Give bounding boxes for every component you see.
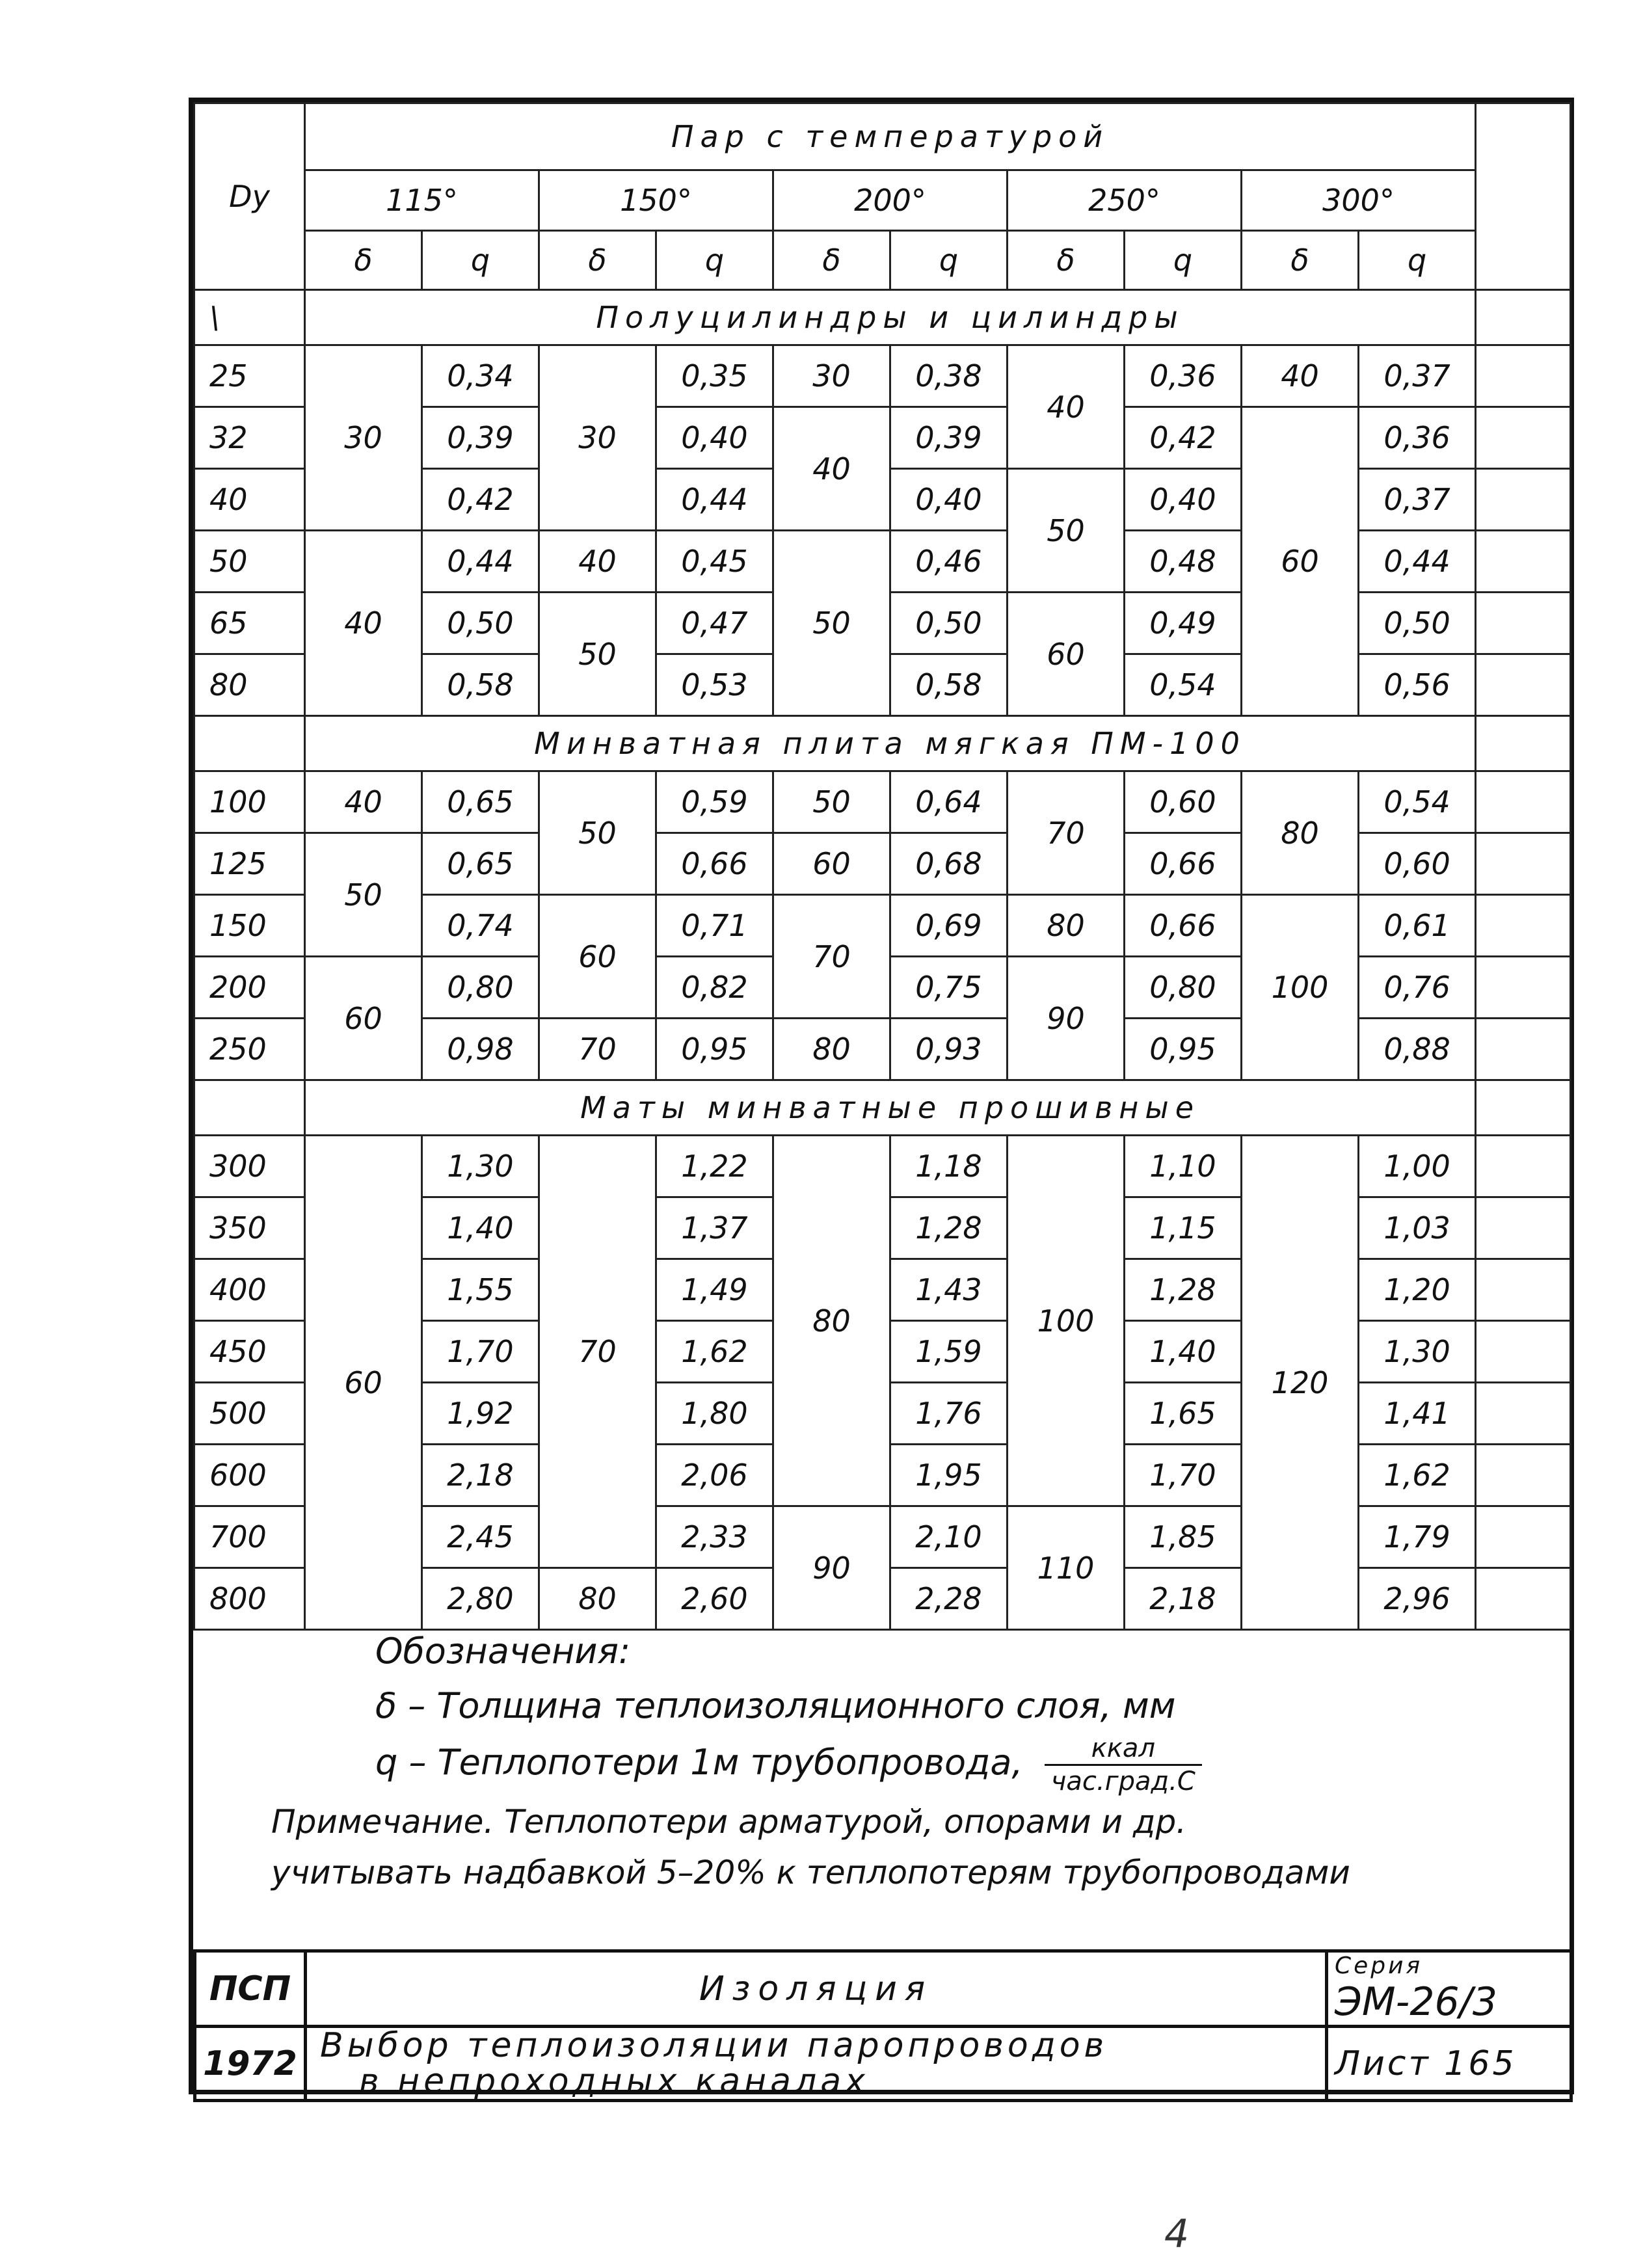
col-q: q (890, 231, 1008, 290)
table-row (194, 531, 1571, 593)
delta-cell: 40 (305, 531, 422, 716)
margin-cell (1476, 345, 1571, 407)
q-cell: 1,92 (422, 1383, 539, 1445)
col-delta: δ (1008, 231, 1125, 290)
drawing-sheet (189, 98, 1574, 2101)
dy-cell: 40 (194, 469, 305, 531)
q-cell: 1,20 (1359, 1259, 1476, 1321)
q-cell: 0,74 (422, 895, 539, 957)
dy-cell: 800 (194, 1568, 305, 1630)
delta-cell: 60 (1242, 407, 1359, 716)
q-cell: 1,55 (422, 1259, 539, 1321)
q-cell: 0,36 (1125, 345, 1242, 407)
q-cell: 1,40 (422, 1197, 539, 1259)
q-cell: 0,35 (656, 345, 773, 407)
q-cell: 0,38 (890, 345, 1008, 407)
q-cell: 0,80 (1125, 957, 1242, 1019)
delta-cell: 100 (1008, 1136, 1125, 1506)
page-mark: 4 (1164, 2211, 1190, 2257)
notes-heading: Обозначения: (375, 1631, 631, 1672)
q-cell: 2,80 (422, 1568, 539, 1630)
q-definition-line (245, 1733, 1570, 1797)
delta-cell: 60 (1008, 593, 1125, 716)
margin-cell (1476, 593, 1571, 654)
q-cell: 0,49 (1125, 593, 1242, 654)
delta-cell: 70 (539, 1019, 656, 1080)
series-cell (1327, 1951, 1571, 2027)
section-marker-empty (194, 1080, 305, 1136)
q-cell: 1,03 (1359, 1197, 1476, 1259)
margin-cell (1476, 833, 1571, 895)
org-code: ПСП (195, 1951, 306, 2027)
margin-col-header (1476, 103, 1571, 290)
q-cell: 1,22 (656, 1136, 773, 1197)
q-cell: 0,98 (422, 1019, 539, 1080)
dy-cell: 450 (194, 1321, 305, 1383)
description-line-1: Выбор теплоизоляции паропроводов (320, 2026, 1108, 2065)
delta-cell: 50 (539, 593, 656, 716)
margin-cell (1476, 1136, 1571, 1197)
table-title: Пар с температурой (305, 103, 1476, 170)
delta-cell: 50 (773, 771, 890, 833)
dy-cell: 400 (194, 1259, 305, 1321)
delta-cell: 60 (305, 1136, 422, 1630)
q-cell: 0,66 (1125, 833, 1242, 895)
q-cell: 0,66 (656, 833, 773, 895)
q-cell: 0,69 (890, 895, 1008, 957)
margin-cell (1476, 1080, 1571, 1136)
q-cell: 0,54 (1125, 654, 1242, 716)
delta-cell: 40 (305, 771, 422, 833)
margin-cell (1476, 1445, 1571, 1506)
margin-cell (1476, 957, 1571, 1019)
q-cell: 0,39 (422, 407, 539, 469)
q-cell: 0,56 (1359, 654, 1476, 716)
delta-cell: 40 (1008, 345, 1125, 469)
q-cell: 0,64 (890, 771, 1008, 833)
delta-cell: 60 (539, 895, 656, 1019)
q-cell: 1,30 (1359, 1321, 1476, 1383)
q-cell: 0,59 (656, 771, 773, 833)
delta-cell: 80 (1242, 771, 1359, 895)
delta-cell: 50 (1008, 469, 1125, 593)
q-cell: 1,00 (1359, 1136, 1476, 1197)
delta-cell: 30 (539, 345, 656, 531)
q-cell: 0,65 (422, 771, 539, 833)
q-cell: 0,95 (656, 1019, 773, 1080)
year: 1972 (195, 2027, 306, 2101)
q-cell: 1,15 (1125, 1197, 1242, 1259)
dy-cell: 65 (194, 593, 305, 654)
q-cell: 0,71 (656, 895, 773, 957)
notes-block (193, 1618, 1570, 1891)
q-cell: 0,50 (1359, 593, 1476, 654)
q-cell: 1,70 (1125, 1445, 1242, 1506)
q-cell: 1,18 (890, 1136, 1008, 1197)
q-cell: 0,40 (656, 407, 773, 469)
margin-cell (1476, 1506, 1571, 1568)
q-cell: 1,37 (656, 1197, 773, 1259)
q-cell: 0,60 (1125, 771, 1242, 833)
q-cell: 0,65 (422, 833, 539, 895)
q-cell: 1,95 (890, 1445, 1008, 1506)
q-cell: 1,40 (1125, 1321, 1242, 1383)
q-cell: 0,76 (1359, 957, 1476, 1019)
q-cell: 0,93 (890, 1019, 1008, 1080)
insulation-table (193, 102, 1571, 1631)
col-delta: δ (773, 231, 890, 290)
col-q: q (656, 231, 773, 290)
q-cell: 1,59 (890, 1321, 1008, 1383)
q-cell: 0,37 (1359, 345, 1476, 407)
q-cell: 0,75 (890, 957, 1008, 1019)
series-label: Серия (1335, 1953, 1423, 1979)
temp-200: 200° (773, 170, 1008, 231)
margin-cell (1476, 531, 1571, 593)
table-row (194, 771, 1571, 833)
q-cell: 0,37 (1359, 469, 1476, 531)
description-line-2: в непроходных каналах (359, 2061, 869, 2101)
section-marker-empty (194, 716, 305, 771)
table-row (194, 1136, 1571, 1197)
col-delta: δ (1242, 231, 1359, 290)
temp-150: 150° (539, 170, 773, 231)
delta-cell: 90 (773, 1506, 890, 1630)
remark-line-2: учитывать надбавкой 5–20% к теплопотерям трубопроводами (271, 1853, 1350, 1891)
dy-cell: 150 (194, 895, 305, 957)
col-q: q (1359, 231, 1476, 290)
q-cell: 1,76 (890, 1383, 1008, 1445)
q-cell: 0,61 (1359, 895, 1476, 957)
delta-cell: 40 (773, 407, 890, 531)
delta-cell: 40 (1242, 345, 1359, 407)
q-cell: 0,39 (890, 407, 1008, 469)
delta-cell: 120 (1242, 1136, 1359, 1630)
delta-cell: 80 (773, 1019, 890, 1080)
table-row (194, 345, 1571, 407)
q-cell: 0,60 (1359, 833, 1476, 895)
q-cell: 2,96 (1359, 1568, 1476, 1630)
q-cell: 1,62 (656, 1321, 773, 1383)
q-cell: 0,46 (890, 531, 1008, 593)
q-cell: 0,40 (1125, 469, 1242, 531)
section-marker: \ (194, 290, 305, 345)
q-cell: 0,44 (1359, 531, 1476, 593)
q-definition: q – Теплопотери 1м трубопровода, (375, 1742, 1023, 1783)
delta-cell: 70 (1008, 771, 1125, 895)
sheet-number: Лист 165 (1327, 2027, 1571, 2101)
drawing-description (306, 2027, 1327, 2101)
q-cell: 0,95 (1125, 1019, 1242, 1080)
margin-cell (1476, 1321, 1571, 1383)
temp-115: 115° (305, 170, 539, 231)
q-cell: 1,43 (890, 1259, 1008, 1321)
dy-header: Dy (194, 103, 305, 290)
q-cell: 0,66 (1125, 895, 1242, 957)
margin-cell (1476, 716, 1571, 771)
delta-cell: 80 (773, 1136, 890, 1506)
q-cell: 1,30 (422, 1136, 539, 1197)
delta-cell: 80 (539, 1568, 656, 1630)
section-title: Полуцилиндры и цилиндры (305, 290, 1476, 345)
delta-cell: 70 (539, 1136, 656, 1568)
q-cell: 0,48 (1125, 531, 1242, 593)
delta-definition: δ – Толщина теплоизоляционного слоя, мм (375, 1685, 1176, 1726)
q-cell: 1,79 (1359, 1506, 1476, 1568)
margin-cell (1476, 290, 1571, 345)
q-cell: 2,28 (890, 1568, 1008, 1630)
col-delta: δ (305, 231, 422, 290)
q-cell: 1,65 (1125, 1383, 1242, 1445)
q-cell: 0,53 (656, 654, 773, 716)
q-cell: 0,50 (422, 593, 539, 654)
dy-cell: 100 (194, 771, 305, 833)
q-cell: 1,41 (1359, 1383, 1476, 1445)
q-cell: 1,80 (656, 1383, 773, 1445)
temp-300: 300° (1242, 170, 1476, 231)
q-cell: 2,06 (656, 1445, 773, 1506)
dy-cell: 700 (194, 1506, 305, 1568)
q-cell: 0,82 (656, 957, 773, 1019)
q-cell: 1,10 (1125, 1136, 1242, 1197)
q-cell: 0,34 (422, 345, 539, 407)
delta-cell: 50 (539, 771, 656, 895)
q-cell: 0,54 (1359, 771, 1476, 833)
q-cell: 2,60 (656, 1568, 773, 1630)
dy-cell: 32 (194, 407, 305, 469)
q-cell: 1,28 (1125, 1259, 1242, 1321)
col-q: q (422, 231, 539, 290)
q-cell: 0,36 (1359, 407, 1476, 469)
margin-cell (1476, 771, 1571, 833)
margin-cell (1476, 1019, 1571, 1080)
q-cell: 2,33 (656, 1506, 773, 1568)
dy-cell: 200 (194, 957, 305, 1019)
delta-cell: 80 (1008, 895, 1125, 957)
q-cell: 2,10 (890, 1506, 1008, 1568)
series-number: ЭМ-26/3 (1335, 1979, 1498, 2025)
q-cell: 0,40 (890, 469, 1008, 531)
q-cell: 0,88 (1359, 1019, 1476, 1080)
temp-250: 250° (1008, 170, 1242, 231)
delta-cell: 110 (1008, 1506, 1125, 1630)
delta-cell: 30 (305, 345, 422, 531)
delta-cell: 60 (773, 833, 890, 895)
dy-cell: 125 (194, 833, 305, 895)
q-cell: 1,62 (1359, 1445, 1476, 1506)
q-cell: 2,45 (422, 1506, 539, 1568)
drawing-title: Изоляция (306, 1951, 1327, 2027)
delta-cell: 40 (539, 531, 656, 593)
unit-numerator: ккал (1045, 1733, 1202, 1766)
q-cell: 2,18 (1125, 1568, 1242, 1630)
q-cell: 0,50 (890, 593, 1008, 654)
col-delta: δ (539, 231, 656, 290)
delta-cell: 70 (773, 895, 890, 1019)
margin-cell (1476, 895, 1571, 957)
dy-cell: 350 (194, 1197, 305, 1259)
delta-cell: 50 (773, 531, 890, 716)
dy-cell: 80 (194, 654, 305, 716)
dy-cell: 600 (194, 1445, 305, 1506)
q-cell: 1,70 (422, 1321, 539, 1383)
dy-cell: 500 (194, 1383, 305, 1445)
section-title: Маты минватные прошивные (305, 1080, 1476, 1136)
q-cell: 0,42 (422, 469, 539, 531)
delta-cell: 30 (773, 345, 890, 407)
margin-cell (1476, 1383, 1571, 1445)
col-q: q (1125, 231, 1242, 290)
q-cell: 2,18 (422, 1445, 539, 1506)
q-cell: 0,45 (656, 531, 773, 593)
q-cell: 0,44 (656, 469, 773, 531)
margin-cell (1476, 1197, 1571, 1259)
q-cell: 0,44 (422, 531, 539, 593)
dy-cell: 250 (194, 1019, 305, 1080)
table-row (194, 833, 1571, 895)
q-cell: 0,42 (1125, 407, 1242, 469)
q-cell: 0,47 (656, 593, 773, 654)
margin-cell (1476, 1259, 1571, 1321)
margin-cell (1476, 469, 1571, 531)
q-cell: 0,58 (890, 654, 1008, 716)
unit-denominator: час.град.С (1050, 1767, 1196, 1797)
unit-fraction (1045, 1733, 1202, 1797)
q-cell: 1,85 (1125, 1506, 1242, 1568)
q-cell: 0,68 (890, 833, 1008, 895)
q-cell: 0,80 (422, 957, 539, 1019)
delta-cell: 90 (1008, 957, 1125, 1080)
dy-cell: 25 (194, 345, 305, 407)
margin-cell (1476, 407, 1571, 469)
title-block (193, 1949, 1573, 2102)
q-cell: 1,28 (890, 1197, 1008, 1259)
margin-cell (1476, 654, 1571, 716)
delta-cell: 100 (1242, 895, 1359, 1080)
q-cell: 1,49 (656, 1259, 773, 1321)
dy-cell: 300 (194, 1136, 305, 1197)
delta-cell: 60 (305, 957, 422, 1080)
dy-cell: 50 (194, 531, 305, 593)
section-title: Минватная плита мягкая ПМ-100 (305, 716, 1476, 771)
delta-cell: 50 (305, 833, 422, 957)
q-cell: 0,58 (422, 654, 539, 716)
remark-line-1: Примечание. Теплопотери арматурой, опорами и др. (271, 1803, 1187, 1841)
